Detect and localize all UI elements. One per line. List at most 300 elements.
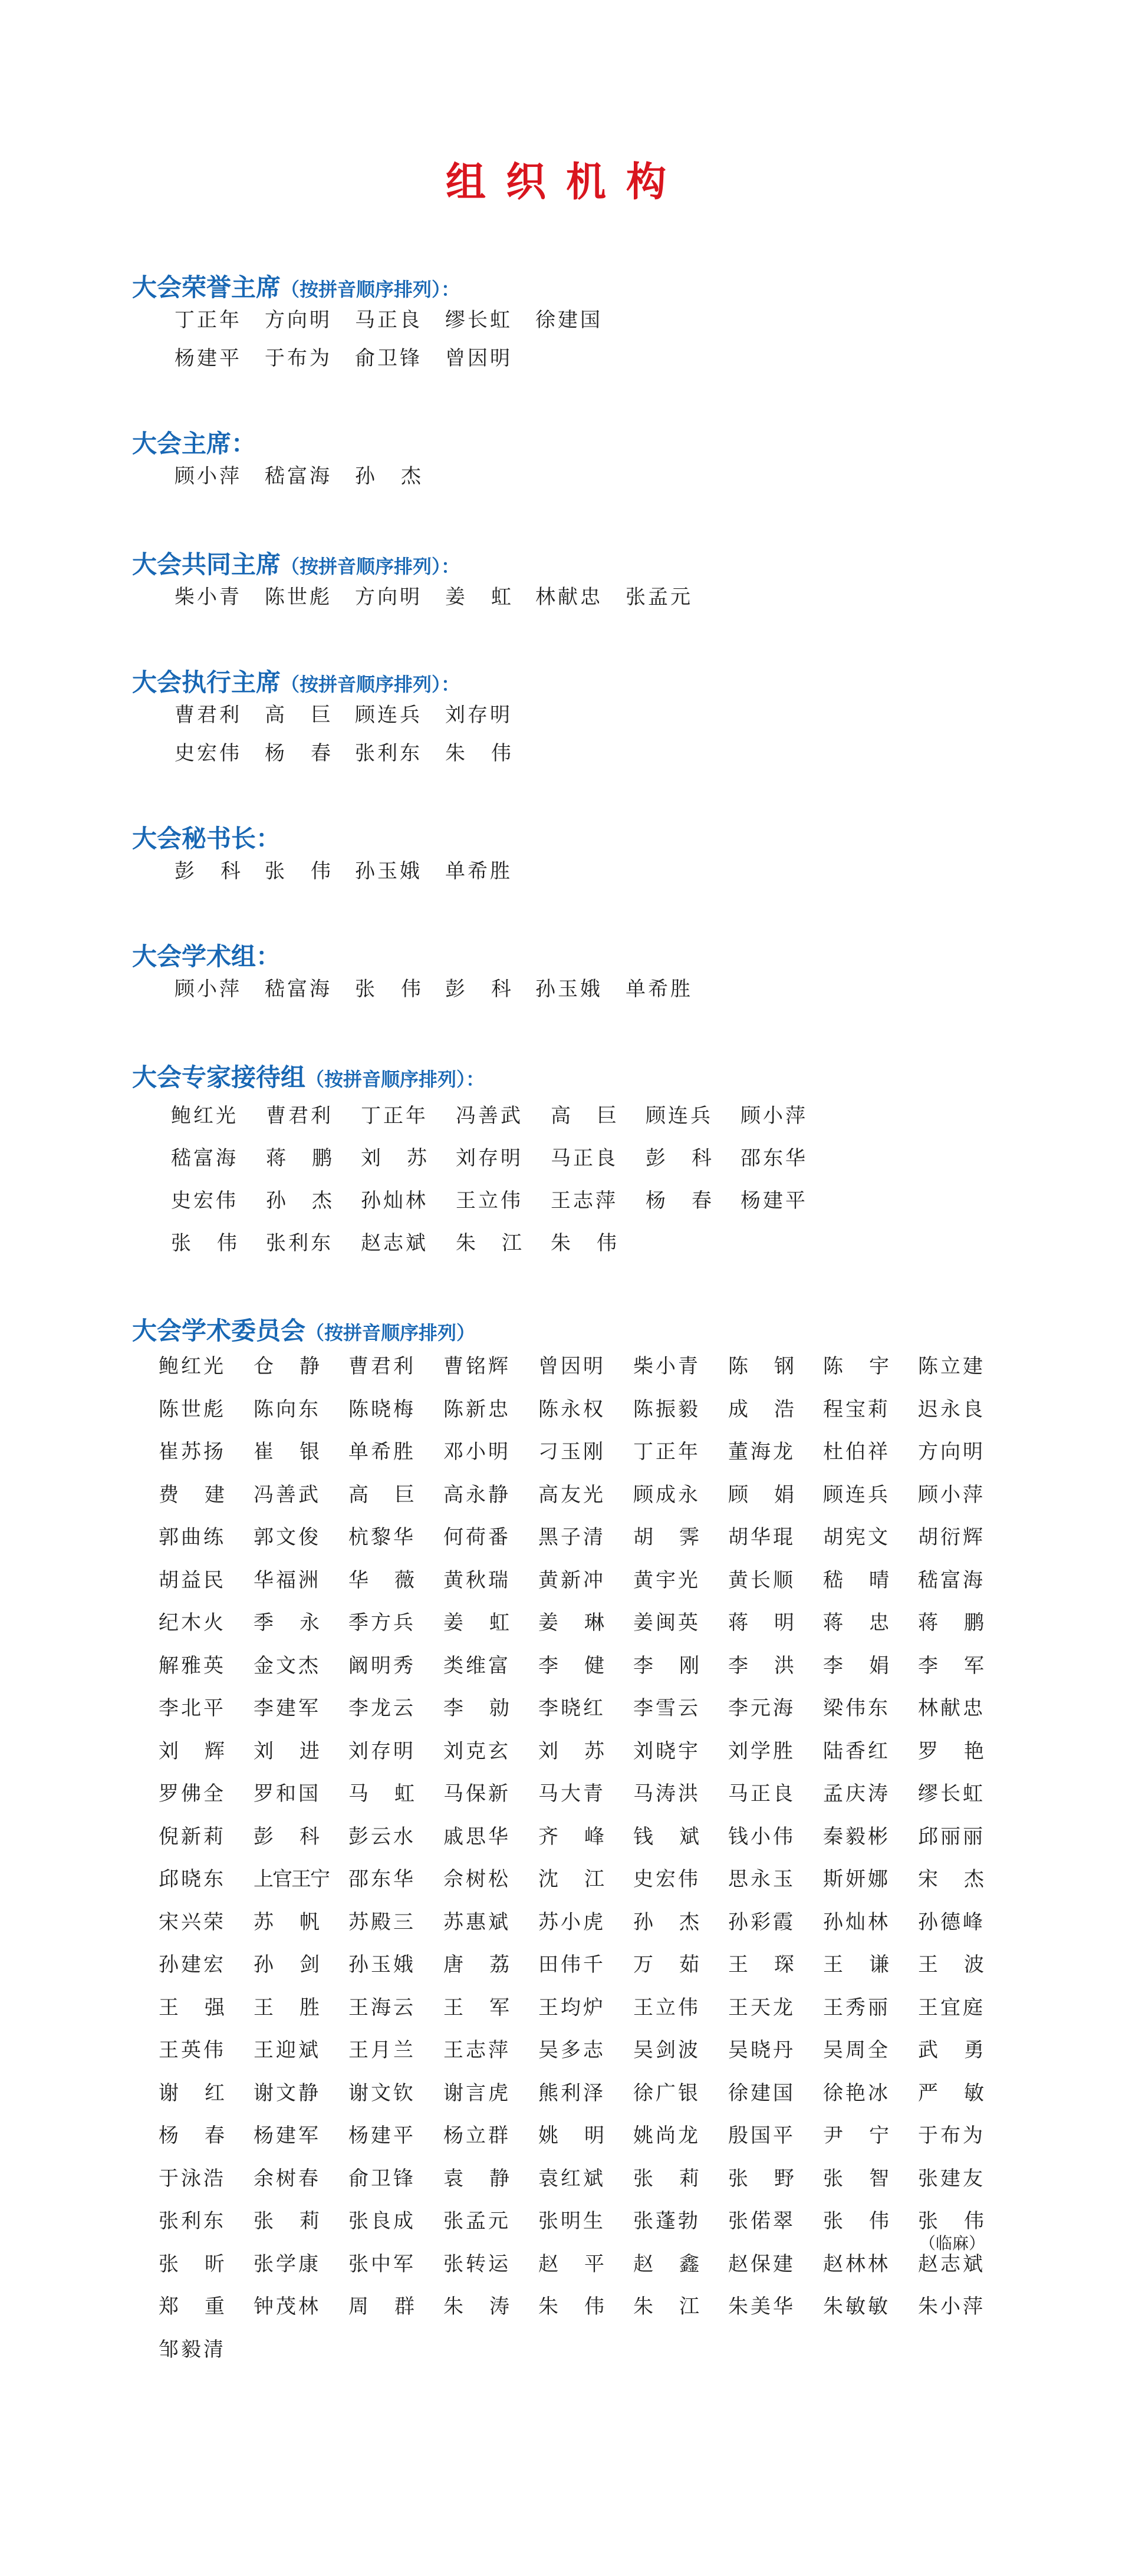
name-row [0, 2290, 1132, 2325]
member-name: 张莉 [254, 2209, 345, 2233]
member-name: 王志萍 [443, 2038, 511, 2062]
member-name: 崔苏扬 [159, 1440, 226, 1464]
member-name: 上官王宁 [254, 1867, 329, 1891]
member-name: 柴小青 [633, 1355, 700, 1378]
member-name: 顾连兵 [823, 1483, 890, 1507]
member-name: 赵平 [538, 2252, 630, 2276]
member-name: 谢红 [159, 2081, 251, 2105]
member-name: 赵保建 [728, 2252, 795, 2276]
member-name: 单希胜 [348, 1440, 416, 1464]
member-name: 马涛洪 [633, 1782, 700, 1806]
member-name: 张野 [728, 2166, 820, 2190]
member-name: 马正良 [551, 1147, 618, 1170]
member-name: 张中军 [348, 2252, 416, 2276]
name-row [0, 699, 1132, 734]
member-name: 刘辉 [159, 1739, 251, 1763]
member-name: 杭黎华 [348, 1526, 416, 1549]
member-name: 陈世彪 [265, 585, 332, 609]
member-name: 迟永良 [918, 1397, 985, 1421]
member-name: 李建军 [254, 1697, 321, 1720]
member-name: 袁红斌 [538, 2166, 606, 2190]
member-name: 王迎斌 [254, 2038, 321, 2062]
member-name: 杨建平 [175, 347, 242, 370]
name-row [0, 1184, 1132, 1220]
member-name: 钱小伟 [728, 1824, 795, 1849]
member-name: 曹君利 [175, 703, 242, 727]
member-name: 张利东 [266, 1231, 333, 1255]
member-name: 李健 [538, 1653, 630, 1678]
member-name: 朱小萍 [918, 2295, 985, 2318]
member-name: 胡华琨 [728, 1526, 795, 1549]
member-name: 何荷番 [443, 1526, 511, 1549]
member-name: 孙彩霞 [728, 1910, 795, 1934]
member-name: 孙杰 [633, 1910, 725, 1934]
member-name: 高巨 [551, 1104, 643, 1128]
member-name: 周群 [348, 2295, 440, 2318]
member-name: 武勇 [918, 2038, 1010, 2062]
section-heading [132, 819, 281, 855]
member-name: 姜闽英 [633, 1611, 700, 1635]
member-name: 张建友 [918, 2166, 985, 2190]
member-name: 陈晓梅 [348, 1397, 416, 1421]
name-row [0, 1435, 1132, 1471]
name-row [0, 2162, 1132, 2198]
member-name: 郑重 [159, 2295, 251, 2318]
name-row [0, 581, 1132, 616]
member-name: 吴剑波 [633, 2038, 700, 2062]
member-name: 陈新忠 [443, 1397, 511, 1421]
member-name: 陈向东 [254, 1397, 321, 1421]
member-name: 谢言虎 [443, 2081, 511, 2105]
member-name: 曾因明 [445, 347, 512, 370]
member-name: 费建 [159, 1483, 251, 1507]
member-name: 宋兴荣 [159, 1910, 226, 1934]
member-name: 华福洲 [254, 1568, 321, 1592]
name-row [0, 1393, 1132, 1428]
member-name: 李元海 [728, 1697, 795, 1720]
name-row [0, 855, 1132, 890]
member-name: 曹铭辉 [443, 1355, 511, 1378]
member-name: 陈振毅 [633, 1397, 700, 1421]
member-name: 张蓬勃 [633, 2209, 700, 2233]
member-name: 孙杰 [266, 1189, 358, 1213]
member-name: 蒋鹏 [266, 1147, 358, 1170]
member-name: 史宏伟 [633, 1867, 700, 1891]
member-name: 殷国平 [728, 2124, 795, 2147]
member-name: 曹君利 [266, 1104, 333, 1128]
member-name: 孙灿林 [823, 1910, 890, 1934]
member-name: 林献忠 [918, 1697, 985, 1720]
member-name: 李雪云 [633, 1697, 700, 1720]
section-heading [132, 1312, 475, 1347]
member-name: 俞卫锋 [348, 2166, 416, 2190]
member-name: 王秀丽 [823, 1995, 890, 2020]
member-name: 邹毅清 [159, 2337, 226, 2361]
member-name: 苏殿三 [348, 1910, 416, 1934]
member-name: 朱敏敏 [823, 2295, 890, 2318]
member-name: 杨春 [159, 2124, 251, 2147]
member-name: 方向明 [265, 308, 332, 332]
member-name: 邵东华 [348, 1867, 416, 1891]
member-name: 李军 [918, 1653, 1010, 1678]
member-name: 单希胜 [626, 977, 693, 1001]
member-name: 朱伟 [445, 742, 537, 765]
member-name: 严敏 [918, 2081, 1010, 2105]
member-name: 高友光 [538, 1483, 606, 1507]
member-name: 胡宪文 [823, 1526, 890, 1549]
member-name: 张伟 [265, 859, 357, 883]
member-name: 刘晓宇 [633, 1739, 700, 1763]
member-name: 马大青 [538, 1782, 606, 1806]
member-name: 蒋忠 [823, 1611, 915, 1635]
member-name: 郭文俊 [254, 1526, 321, 1549]
member-name: 林献忠 [535, 585, 603, 609]
member-name: 王军 [443, 1995, 535, 2020]
member-name: 余树春 [254, 2166, 321, 2190]
member-name: 黄秋瑞 [443, 1568, 511, 1592]
member-name: 单希胜 [445, 859, 512, 883]
member-name: 黄新冲 [538, 1568, 606, 1592]
member-name: 程宝莉 [823, 1397, 890, 1421]
member-name: 郭曲练 [159, 1526, 226, 1549]
member-name: 姜虹 [443, 1611, 535, 1635]
member-name: 张利东 [355, 742, 422, 765]
member-name: 倪新莉 [159, 1824, 226, 1849]
member-name: 刘学胜 [728, 1739, 795, 1763]
section-heading [132, 663, 460, 699]
member-name: 缪长虹 [445, 308, 512, 332]
section-heading-note: （按拼音顺序排列） [305, 1322, 476, 1344]
name-row [0, 2077, 1132, 2112]
member-name: 顾连兵 [355, 703, 422, 727]
member-name: 金文杰 [254, 1653, 321, 1678]
member-name: 刘苏 [361, 1147, 453, 1170]
member-name: 孙玉娥 [355, 859, 422, 883]
section-heading-text: 大会专家接待组 [132, 1063, 306, 1092]
member-name: 宋杰 [918, 1867, 1010, 1891]
member-name: 顾小萍 [918, 1483, 985, 1507]
member-name: 刘进 [254, 1739, 345, 1763]
member-name: 朱江 [633, 2295, 725, 2318]
member-name: 张伟 [171, 1231, 263, 1255]
member-name: 李刚 [633, 1653, 725, 1678]
member-name: 赵志斌 [361, 1231, 428, 1255]
member-name: 陈世彪 [159, 1397, 226, 1421]
member-name: 顾成永 [633, 1483, 700, 1507]
member-name: 曾因明 [538, 1355, 606, 1378]
member-name: 嵇富海 [918, 1568, 985, 1592]
member-name: 思永玉 [728, 1867, 795, 1891]
section-heading [132, 424, 256, 460]
name-row [0, 1142, 1132, 1177]
member-name: 李娟 [823, 1653, 915, 1678]
member-name: 刘存明 [456, 1147, 523, 1170]
member-name: 谢文钦 [348, 2081, 416, 2105]
member-name: 赵志斌 [918, 2252, 985, 2276]
member-name: 张伟 [823, 2209, 915, 2233]
member-name: 朱伟 [551, 1231, 643, 1255]
member-name: 季方兵 [348, 1611, 416, 1635]
member-name: 马虹 [348, 1782, 440, 1806]
member-name: 李勍 [443, 1697, 535, 1720]
member-name: 李晓红 [538, 1697, 606, 1720]
member-name: 张孟元 [626, 585, 693, 609]
member-name: 刘存明 [348, 1739, 416, 1763]
member-name: 成浩 [728, 1397, 820, 1421]
member-name: 吴晓丹 [728, 2038, 795, 2062]
member-name: 王谦 [823, 1953, 915, 1977]
name-row [0, 1350, 1132, 1385]
member-name: 冯善武 [456, 1104, 523, 1128]
member-name: 戚思华 [443, 1824, 511, 1849]
member-name: 顾小萍 [175, 977, 242, 1001]
member-name: 王胜 [254, 1995, 345, 2020]
name-row [0, 342, 1132, 377]
member-name: 邱晓东 [159, 1867, 226, 1891]
member-name: 王志萍 [551, 1189, 618, 1213]
member-name: 黄长顺 [728, 1568, 795, 1592]
member-name: 姜琳 [538, 1611, 630, 1635]
member-name: 钟茂林 [254, 2295, 321, 2318]
member-name: 季永 [254, 1611, 345, 1635]
member-name: 朱美华 [728, 2295, 795, 2318]
name-row [0, 1521, 1132, 1556]
member-name: 杨建平 [741, 1189, 808, 1213]
member-name: 姚尚龙 [633, 2124, 700, 2147]
member-name: 陈宇 [823, 1355, 915, 1378]
member-name: 邱丽丽 [918, 1824, 985, 1849]
member-name: 刘克玄 [443, 1739, 511, 1763]
member-name: 方向明 [355, 585, 422, 609]
member-name: 苏帆 [254, 1910, 345, 1934]
member-name: 刘存明 [445, 703, 512, 727]
member-name: 顾小萍 [175, 465, 242, 488]
member-name: 阚明秀 [348, 1653, 416, 1678]
member-name: 罗佛全 [159, 1782, 226, 1806]
member-name: 马正良 [728, 1782, 795, 1806]
member-name: 陆香红 [823, 1739, 890, 1763]
section-heading [132, 545, 460, 581]
member-name: 邓小明 [443, 1440, 511, 1464]
member-name: 杜伯祥 [823, 1440, 890, 1464]
member-name: 袁静 [443, 2166, 535, 2190]
member-name: 罗艳 [918, 1739, 1010, 1763]
member-name: 陈立建 [918, 1355, 985, 1378]
member-name: 赵鑫 [633, 2252, 725, 2276]
member-name: 鲍红光 [159, 1355, 226, 1378]
member-name: 苏惠斌 [443, 1910, 511, 1934]
section-heading-text: 大会荣誉主席 [132, 273, 281, 302]
member-name: 胡益民 [159, 1568, 226, 1592]
section-heading-text: 大会学术组： [132, 942, 281, 971]
member-name: 柴小青 [175, 585, 242, 609]
member-name: 杨立群 [443, 2124, 511, 2147]
member-name: 万茹 [633, 1953, 725, 1977]
member-name: 王宜庭 [918, 1995, 985, 2020]
member-name: 吴周全 [823, 2038, 890, 2062]
member-name: 顾娟 [728, 1483, 820, 1507]
member-name: 唐荔 [443, 1953, 535, 1977]
member-name: 高巨 [265, 703, 357, 727]
member-name: 丁正年 [361, 1104, 428, 1128]
member-name: 朱涛 [443, 2295, 535, 2318]
member-name: 张利东 [159, 2209, 226, 2233]
member-name: 斯妍娜 [823, 1867, 890, 1891]
member-name: 姜虹 [445, 585, 537, 609]
member-name: 徐建国 [535, 308, 603, 332]
member-name: 徐建国 [728, 2081, 795, 2105]
section-heading-note: （按拼音顺序排列）： [281, 278, 460, 301]
member-name: 于布为 [265, 347, 332, 370]
member-name: 马保新 [443, 1782, 511, 1806]
member-name: 吴多志 [538, 2038, 606, 2062]
name-row [0, 2119, 1132, 2155]
member-name: 胡衍辉 [918, 1526, 985, 1549]
section-heading-note: （按拼音顺序排列）： [305, 1068, 485, 1091]
member-name: 孙剑 [254, 1953, 345, 1977]
member-name: 熊利泽 [538, 2081, 606, 2105]
member-name: 张偌翠 [728, 2209, 795, 2233]
member-name: 纪木火 [159, 1611, 226, 1635]
member-name: 孙杰 [355, 465, 447, 488]
member-name: 赵林林 [823, 2252, 890, 2276]
section-heading-text: 大会主席： [132, 429, 256, 458]
member-name: 王立伟 [633, 1995, 700, 2020]
member-name: 张莉 [633, 2166, 725, 2190]
name-row [0, 1099, 1132, 1135]
member-name: 崔银 [254, 1440, 345, 1464]
member-name: 张学康 [254, 2252, 321, 2276]
section-heading-note: （按拼音顺序排列）： [281, 555, 460, 578]
member-name: 刁玉刚 [538, 1440, 606, 1464]
member-name: 朱伟 [538, 2295, 630, 2318]
member-name: 史宏伟 [171, 1189, 238, 1213]
member-name: 冯善武 [254, 1483, 321, 1507]
member-name: 嵇富海 [265, 465, 332, 488]
member-name: 张伟 [355, 977, 447, 1001]
member-name: 鲍红光 [171, 1104, 238, 1128]
section-heading [132, 1058, 485, 1093]
member-name: 张伟 [918, 2209, 1010, 2233]
member-name: 彭科 [175, 859, 266, 883]
member-name: 孙德峰 [918, 1910, 985, 1934]
name-row [0, 973, 1132, 1008]
member-name: 丁正年 [633, 1440, 700, 1464]
member-name: 黑子清 [538, 1526, 606, 1549]
member-name: 嵇富海 [265, 977, 332, 1001]
member-name: 孙灿林 [361, 1189, 428, 1213]
name-row [0, 1649, 1132, 1685]
section-heading-text: 大会共同主席 [132, 550, 281, 579]
member-name: 邵东华 [741, 1147, 808, 1170]
member-name: 孙建宏 [159, 1953, 226, 1977]
member-name: 孙玉娥 [348, 1953, 416, 1977]
member-name: 苏小虎 [538, 1910, 606, 1934]
member-name: 田伟千 [538, 1953, 606, 1977]
member-name: 李北平 [159, 1697, 226, 1720]
member-name: 孟庆涛 [823, 1782, 890, 1806]
member-name: 王英伟 [159, 2038, 226, 2062]
member-name: 杨建军 [254, 2124, 321, 2147]
section-heading-text: 大会执行主席 [132, 668, 281, 697]
name-row [0, 1735, 1132, 1770]
member-name: 董海龙 [728, 1440, 795, 1464]
member-name: 徐艳冰 [823, 2081, 890, 2105]
member-name: 秦毅彬 [823, 1824, 890, 1849]
name-row [0, 460, 1132, 495]
member-name: 张孟元 [443, 2209, 511, 2233]
member-name: 丁正年 [175, 308, 242, 332]
name-row [0, 1227, 1132, 1262]
member-name: 沈江 [538, 1867, 630, 1891]
section-heading-text: 大会学术委员会 [132, 1316, 306, 1345]
name-row [0, 1820, 1132, 1856]
member-name: 缪长虹 [918, 1782, 985, 1806]
member-name: 方向明 [918, 1440, 985, 1464]
name-row [0, 1991, 1132, 2027]
member-name: 张智 [823, 2166, 915, 2190]
member-name: 钱斌 [633, 1824, 725, 1849]
member-name: 黄宇光 [633, 1568, 700, 1592]
member-name: 嵇富海 [171, 1147, 238, 1170]
member-name: 李龙云 [348, 1697, 416, 1720]
name-row [0, 1564, 1132, 1599]
member-name: 蒋明 [728, 1611, 820, 1635]
member-name: 王琛 [728, 1953, 820, 1977]
member-name: 陈钢 [728, 1355, 820, 1378]
member-name: 王天龙 [728, 1995, 795, 2020]
name-row [0, 2034, 1132, 2069]
member-name: 华薇 [348, 1568, 440, 1592]
member-name: 彭科 [445, 977, 537, 1001]
member-name: 彭科 [646, 1147, 738, 1170]
member-name: 杨建平 [348, 2124, 416, 2147]
member-name: 梁伟东 [823, 1697, 890, 1720]
member-name: 张转运 [443, 2252, 511, 2276]
member-name: 佘树松 [443, 1867, 511, 1891]
member-name: 王月兰 [348, 2038, 416, 2062]
member-name: 马正良 [355, 308, 422, 332]
name-row [0, 304, 1132, 339]
member-name: 齐峰 [538, 1824, 630, 1849]
member-name: 顾连兵 [646, 1104, 713, 1128]
section-heading-text: 大会秘书长： [132, 824, 281, 853]
name-row [0, 1948, 1132, 1984]
member-name: 王波 [918, 1953, 1010, 1977]
section-heading-note: （按拼音顺序排列）： [281, 673, 460, 696]
member-name: 于泳浩 [159, 2166, 226, 2190]
name-row [0, 1906, 1132, 1941]
member-name: 彭云水 [348, 1824, 416, 1849]
name-row [0, 1692, 1132, 1727]
member-name: 罗和国 [254, 1782, 321, 1806]
member-name: 彭科 [254, 1824, 345, 1849]
member-name: 李洪 [728, 1653, 820, 1678]
member-name: 俞卫锋 [355, 347, 422, 370]
name-row [0, 1478, 1132, 1514]
member-name: 解雅英 [159, 1653, 226, 1678]
member-name: 王海云 [348, 1995, 416, 2020]
member-name: 谢文静 [254, 2081, 321, 2105]
member-name: 高巨 [348, 1483, 440, 1507]
name-sub-note: （临麻） [919, 2234, 986, 2253]
member-name: 仓静 [254, 1355, 345, 1378]
member-name: 蒋鹏 [918, 1611, 1010, 1635]
member-name: 尹宁 [823, 2124, 915, 2147]
member-name: 嵇晴 [823, 1568, 915, 1592]
member-name: 朱江 [456, 1231, 548, 1255]
member-name: 张明生 [538, 2209, 606, 2233]
